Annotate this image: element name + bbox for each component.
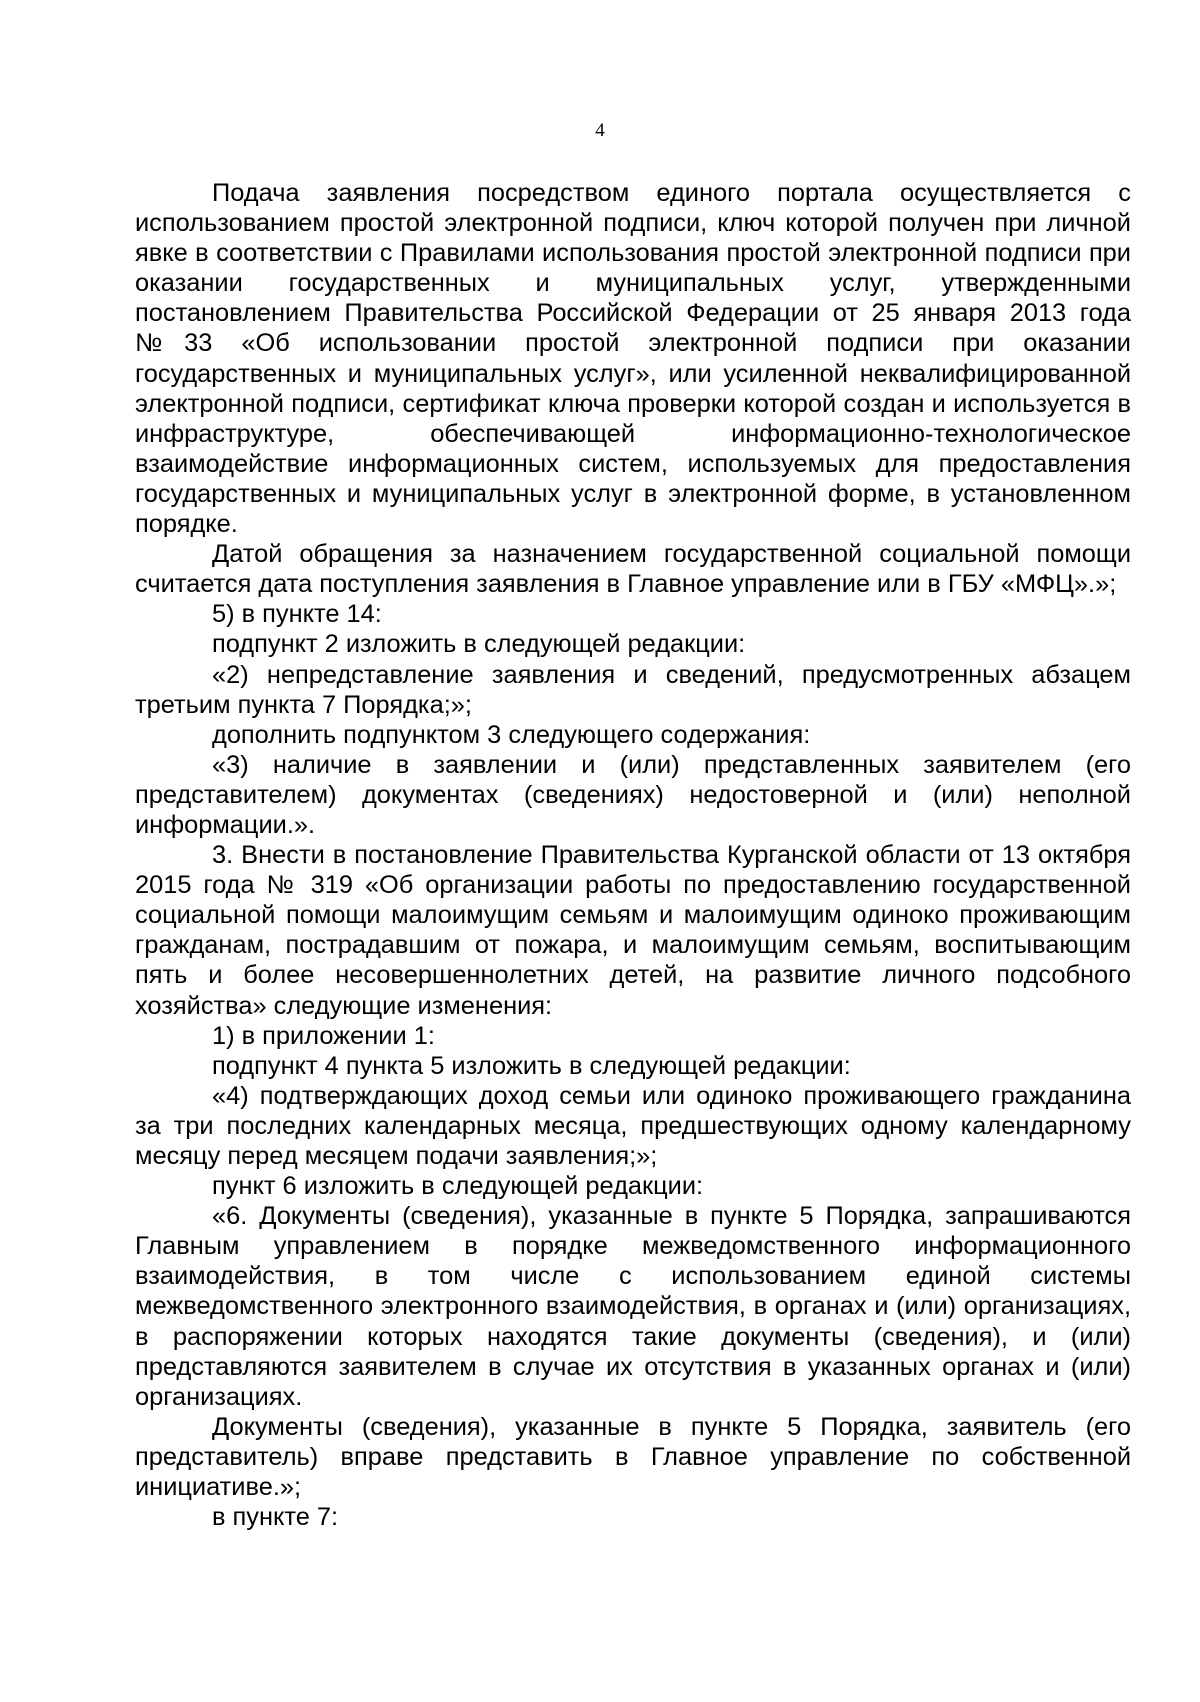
paragraph-application-date: Датой обращения за назначением государственной социальной помощи считается дата поступления заявления в Главное управление или в ГБУ «МФЦ».»; <box>135 540 1131 599</box>
paragraph-appendix-1: 1) в приложении 1: <box>212 1021 435 1050</box>
page-number: 4 <box>595 120 605 141</box>
paragraph-subitem-2-text: «2) непредставление заявления и сведений, предусмотренных абзацем третьим пункта 7 Порядка;»; <box>135 660 1131 719</box>
paragraph-item-6-text: «6. Документы (сведения), указанные в пункте 5 Порядка, запрашиваются Главным управлением в порядке межведомственного информационного взаимодействия, в том числе с использованием единой системы межведомственного электронного взаимодействия, в органах и (или) организациях, в распоряжении которых находятся такие документы (сведения), и (или) представляются заявителем в случае их отсутствия в указанных органах и (или) организациях. <box>135 1202 1131 1411</box>
paragraph-portal-submission: Подача заявления посредством единого портала осуществляется с использованием простой электронной подписи, ключ которой получен при личной явке в соответствии с Правилами использования простой электронной подписи при оказании государственных и муниципальных услуг, утвержденными постановлением Правительства Российской Федерации от 25 января 2013 года №33 «Об использовании простой электронной подписи при оказании государственных и муниципальных услуг», или усиленной неквалифицированной электронной подписи, сертификат ключа проверки которой создан и используется в инфраструктуре, обеспечивающей информационно-технологическое взаимодействие информационных систем, используемых для предоставления государственных и муниципальных услуг в электронной форме, в установленном порядке. <box>135 179 1131 539</box>
document-body <box>135 178 1131 1532</box>
paragraph-item-6-intro: пункт 6 изложить в следующей редакции: <box>212 1172 704 1201</box>
paragraph-subitem-4-intro: подпункт 4 пункта 5 изложить в следующей редакции: <box>212 1051 851 1080</box>
paragraph-subitem-3-text: «3) наличие в заявлении и (или) представленных заявителем (его представителем) документах (сведениях) недостоверной и (или) неполной информации.». <box>135 750 1131 839</box>
paragraph-item-7-intro: в пункте 7: <box>212 1503 339 1532</box>
paragraph-item-5: 5) в пункте 14: <box>212 600 382 629</box>
paragraph-subitem-2-intro: подпункт 2 изложить в следующей редакции: <box>212 630 746 659</box>
paragraph-subitem-3-intro: дополнить подпунктом 3 следующего содержания: <box>212 720 811 749</box>
paragraph-section-3: 3. Внести в постановление Правительства Курганской области от 13 октября 2015 года № 319 «Об организации работы по предоставлению государственной социальной помощи малоимущим семьям и малоимущим одиноко проживающим гражданам, пострадавшим от пожара, и малоимущим семьям, воспитывающим пять и более несовершеннолетних детей, на развитие личного подсобного хозяйства» следующие изменения: <box>135 841 1131 1020</box>
paragraph-subitem-4-text: «4) подтверждающих доход семьи или одиноко проживающего гражданина за три последних календарных месяца, предшествующих одному календарному месяцу перед месяцем подачи заявления;»; <box>135 1081 1131 1170</box>
paragraph-applicant-documents: Документы (сведения), указанные в пункте 5 Порядка, заявитель (его представитель) вправе представить в Главное управление по собственной инициативе.»; <box>135 1412 1131 1502</box>
